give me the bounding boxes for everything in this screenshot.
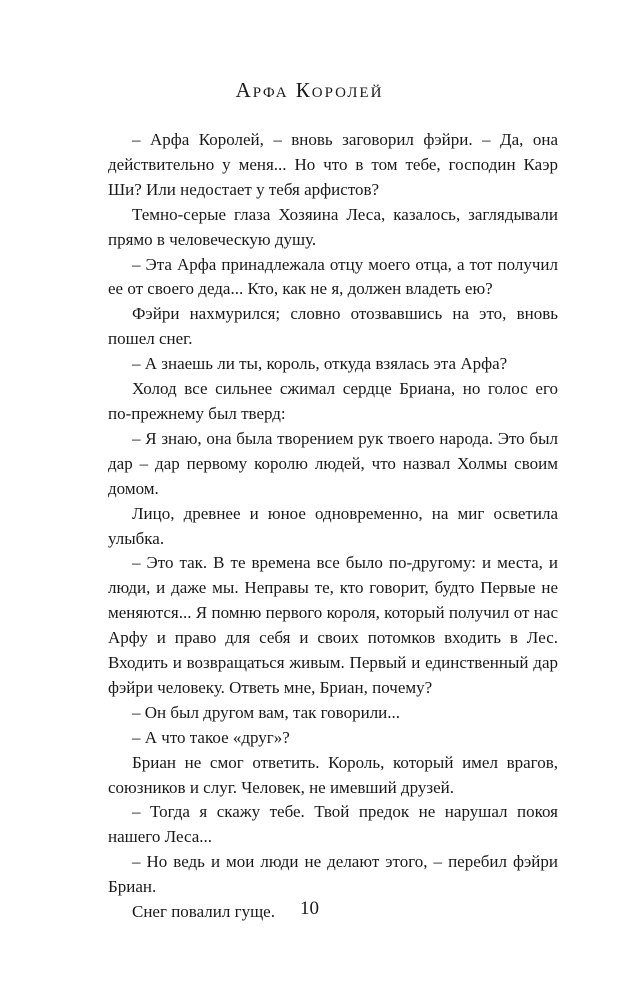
paragraph: – Тогда я скажу тебе. Твой предок не нарушал покоя нашего Леса...	[108, 802, 558, 847]
paragraph: Снег повалил гуще.	[132, 902, 275, 922]
paragraph: Темно-серые глаза Хозяина Леса, казалось, заглядывали прямо в человеческую душу.	[108, 204, 558, 249]
paragraph: – Но ведь и мои люди не делают этого, – перебил фэйри Бриан.	[108, 852, 558, 897]
paragraph: – Арфа Королей, – вновь заговорил фэйри. – Да, она действительно у меня... Но что в том тебе, господин Каэр Ши? Или недостает у тебя арфистов?	[108, 130, 558, 199]
paragraph: Бриан не смог ответить. Король, который имел врагов, союзников и слуг. Человек, не имевший друзей.	[108, 752, 558, 797]
paragraph: – Я знаю, она была творением рук твоего народа. Это был дар – дар первому королю людей, что назвал Холмы своим домом.	[108, 428, 558, 498]
paragraph: – Эта Арфа принадлежала отцу моего отца, а тот получил ее от своего деда... Кто, как не я, должен владеть ею?	[108, 254, 558, 299]
paragraph: Фэйри нахмурился; словно отозвавшись на это, вновь пошел снег.	[108, 304, 558, 349]
paragraph: Лицо, древнее и юное одновременно, на миг осветила улыбка.	[108, 503, 558, 548]
paragraph: Холод все сильнее сжимал сердце Бриана, но голос его по-прежнему был тверд:	[108, 379, 558, 423]
running-header: Арфа Королей	[235, 78, 384, 102]
paragraph: – А знаешь ли ты, король, откуда взялась эта Арфа?	[132, 354, 508, 374]
paragraph: – А что такое «друг»?	[132, 727, 290, 747]
page-number: 10	[300, 898, 319, 919]
paragraph: – Это так. В те времена все было по-другому: и места, и люди, и даже мы. Неправы те, кто говорит, будто Первые не меняются... Я помню первого короля, который получил от нас Арфу и право для себя и своих потомков входить в Лес. Входить и возвращаться живым. Первый и единственный дар фэйри человеку. Ответь мне, Бриан, почему?	[108, 553, 558, 697]
paragraph: – Он был другом вам, так говорили...	[132, 702, 401, 722]
body-text	[108, 128, 558, 925]
